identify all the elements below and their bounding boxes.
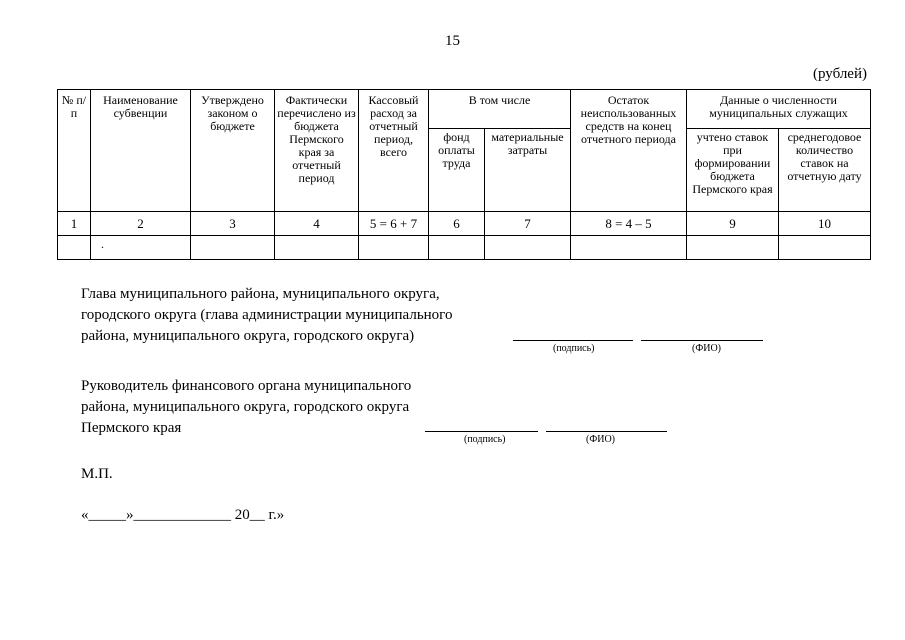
column-number: 2 (91, 212, 191, 236)
finance-signature-title (81, 376, 411, 439)
finance-title-line: Руководитель финансового органа муниципального (81, 378, 412, 394)
stamp-label: М.П. (81, 466, 113, 482)
date-line (81, 507, 284, 524)
table-cell (779, 236, 871, 260)
finance-signature-caption: (подпись) (464, 434, 506, 445)
units-label: (рублей) (812, 66, 867, 82)
head-signature-line (513, 340, 633, 341)
head-title-line: Глава муниципального района, муниципального округа, (81, 286, 440, 302)
date-suffix: г.» (264, 507, 285, 523)
header-staff-planned: учтено ставок при формировании бюджета Пермского края (687, 129, 779, 212)
date-year-prefix: 20 (231, 507, 250, 523)
table-row (58, 236, 871, 260)
column-number: 3 (191, 212, 275, 236)
header-num: № п/п (58, 90, 91, 212)
header-staff-avg: среднегодовое количество ставок на отчетную дату (779, 129, 871, 212)
header-payroll: фонд оплаты труда (429, 129, 485, 212)
date-day-blank: _____ (88, 507, 126, 523)
header-including: В том числе (429, 90, 571, 129)
table-cell (58, 236, 91, 260)
table-cell (687, 236, 779, 260)
header-approved: Утверждено законом о бюджете (191, 90, 275, 212)
table-cell (359, 236, 429, 260)
table-cell (485, 236, 571, 260)
finance-title-line: района, муниципального округа, городского округа (81, 399, 410, 415)
column-number: 8 = 4 – 5 (571, 212, 687, 236)
date-year-blank: __ (249, 507, 265, 523)
column-number: 4 (275, 212, 359, 236)
header-materials: материальные затраты (485, 129, 571, 212)
empty-row-mark: . (101, 237, 104, 251)
column-number: 6 (429, 212, 485, 236)
date-open-quote: « (81, 507, 89, 523)
head-title-line: городского округа (глава администрации муниципального (81, 307, 453, 323)
header-transferred: Фактически перечислено из бюджета Пермского края за отчетный период (275, 90, 359, 212)
finance-name-line (546, 431, 667, 432)
column-number: 5 = 6 + 7 (359, 212, 429, 236)
date-close-quote: » (126, 507, 134, 523)
column-number: 9 (687, 212, 779, 236)
head-name-caption: (ФИО) (692, 343, 722, 354)
column-number: 1 (58, 212, 91, 236)
date-month-blank: _____________ (133, 507, 231, 523)
header-cash: Кассовый расход за отчетный период, всего (359, 90, 429, 212)
table-cell (429, 236, 485, 260)
header-name: Наименование субвенции (91, 90, 191, 212)
table-cell (275, 236, 359, 260)
head-signature-caption: (подпись) (553, 343, 595, 354)
table-cell (571, 236, 687, 260)
page-number: 15 (445, 33, 460, 49)
head-signature-title (81, 284, 452, 347)
head-name-line (641, 340, 763, 341)
header-remainder: Остаток неиспользованных средств на конец отчетного периода (571, 90, 687, 212)
finance-signature-line (425, 431, 538, 432)
report-table (57, 89, 871, 260)
finance-name-caption: (ФИО) (586, 434, 616, 445)
column-number: 7 (485, 212, 571, 236)
table-cell (91, 236, 191, 260)
header-staff: Данные о численности муниципальных служащих (687, 90, 871, 129)
column-number: 10 (779, 212, 871, 236)
head-title-line: района, муниципального округа, городского округа) (81, 328, 415, 344)
finance-title-line: Пермского края (81, 420, 182, 436)
table-cell (191, 236, 275, 260)
